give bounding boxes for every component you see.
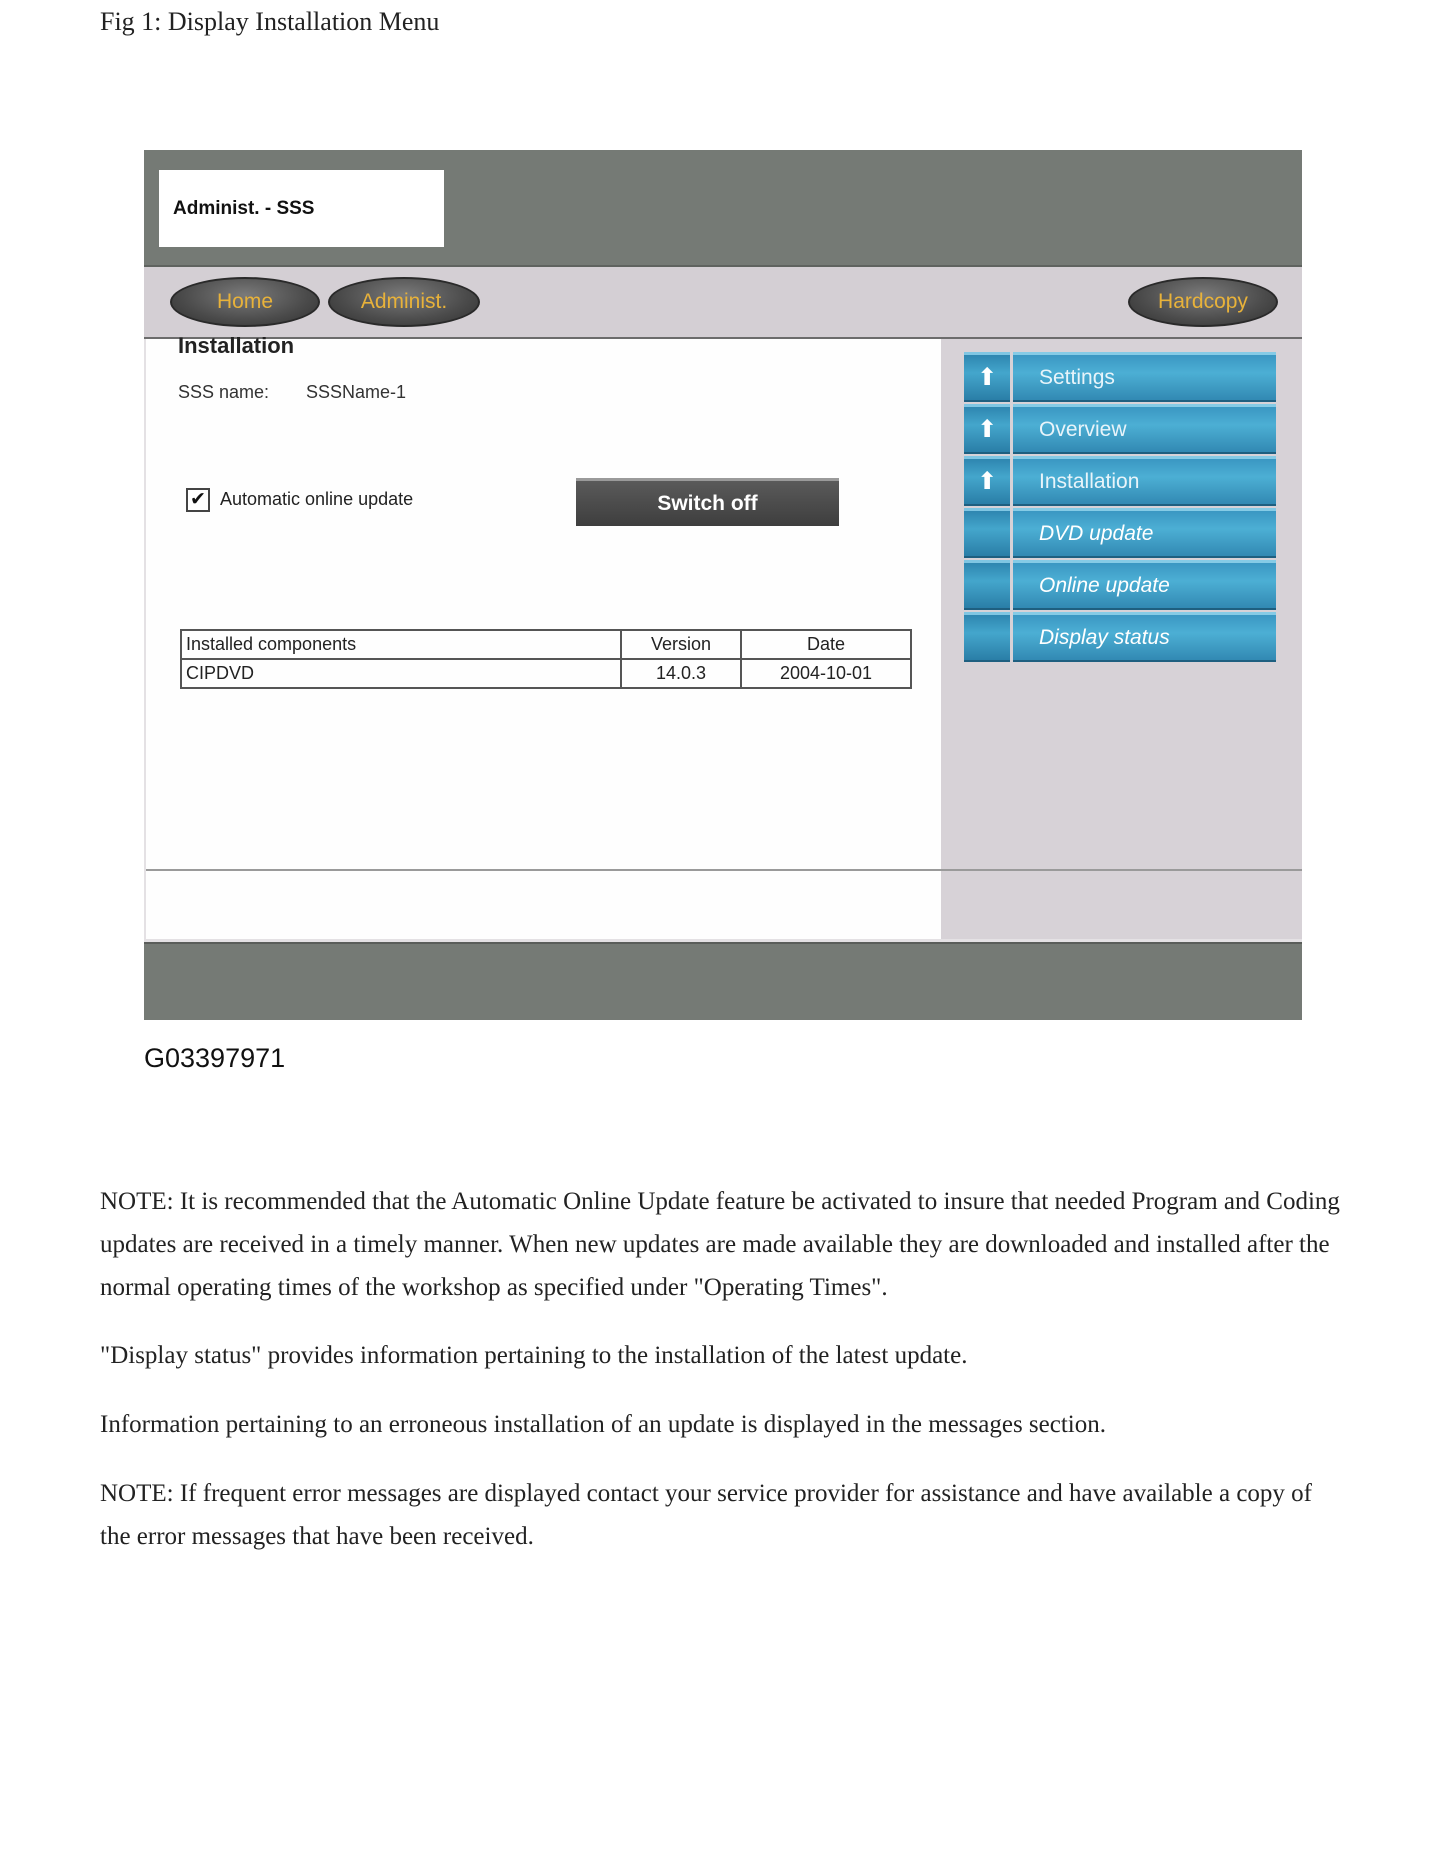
footer-bar xyxy=(144,942,1302,1020)
note-paragraph: NOTE: It is recommended that the Automatic Online Update feature be activated to insure that needed Program and Coding updates are received in a timely manner. When new updates are made available they are downloaded and installed after the normal operating times of the workshop as specified under "Operating Times". xyxy=(100,1188,1340,1301)
menu-item-display-status[interactable] xyxy=(964,612,1276,662)
auto-update-label: Automatic online update xyxy=(220,489,414,509)
up-arrow-icon: ⬆ xyxy=(964,404,1010,454)
table-cell: 14.0.3 xyxy=(621,659,741,688)
menu-item-settings[interactable] xyxy=(964,352,1276,402)
figure-caption: Fig 1: Display Installation Menu xyxy=(100,7,440,36)
menu-item-overview[interactable] xyxy=(964,404,1276,454)
body-paragraph: "Display status" provides information pertaining to the installation of the latest update. xyxy=(100,1342,968,1369)
menu-item-spacer xyxy=(964,508,1010,558)
switch-off-button[interactable]: Switch off xyxy=(576,478,839,526)
administ-button[interactable]: Administ. xyxy=(328,277,480,327)
title-bar xyxy=(144,150,1302,267)
menu-item-label: DVD update xyxy=(1013,508,1276,558)
sss-name-label: SSS name: xyxy=(178,382,270,402)
table-row xyxy=(181,659,911,688)
section-title: Installation xyxy=(178,333,295,358)
body-paragraph: Information pertaining to an erroneous installation of an update is displayed in the messages section. xyxy=(100,1411,1106,1438)
divider xyxy=(146,869,1302,871)
table-cell: CIPDVD xyxy=(181,659,621,688)
up-arrow-icon: ⬆ xyxy=(964,352,1010,402)
window-title: Administ. - SSS xyxy=(159,170,444,247)
home-button[interactable]: Home xyxy=(170,277,320,327)
auto-update-checkbox[interactable]: ✔ xyxy=(186,488,210,512)
components-table xyxy=(180,629,912,689)
menu-item-label: Installation xyxy=(1013,456,1276,506)
menu-item-online-update[interactable] xyxy=(964,560,1276,610)
hardcopy-button[interactable]: Hardcopy xyxy=(1128,277,1278,327)
table-header: Installed components xyxy=(181,630,621,659)
menu-item-label: Overview xyxy=(1013,404,1276,454)
menu-item-label: Settings xyxy=(1013,352,1276,402)
table-cell: 2004-10-01 xyxy=(741,659,911,688)
menu-item-spacer xyxy=(964,560,1010,610)
menu-item-spacer xyxy=(964,612,1010,662)
table-header: Version xyxy=(621,630,741,659)
note-paragraph: NOTE: If frequent error messages are displayed contact your service provider for assistance and have available a copy of the error messages that have been received. xyxy=(100,1480,1312,1550)
sss-name-value: SSSName-1 xyxy=(306,382,407,402)
menu-item-installation[interactable] xyxy=(964,456,1276,506)
menu-item-label: Online update xyxy=(1013,560,1276,610)
menu-item-label: Display status xyxy=(1013,612,1276,662)
table-header-row xyxy=(181,630,911,659)
nav-bar xyxy=(144,267,1302,339)
figure-id: G03397971 xyxy=(144,1043,286,1073)
screenshot-figure xyxy=(144,150,1302,1020)
up-arrow-icon: ⬆ xyxy=(964,456,1010,506)
table-header: Date xyxy=(741,630,911,659)
menu-item-dvd-update[interactable] xyxy=(964,508,1276,558)
